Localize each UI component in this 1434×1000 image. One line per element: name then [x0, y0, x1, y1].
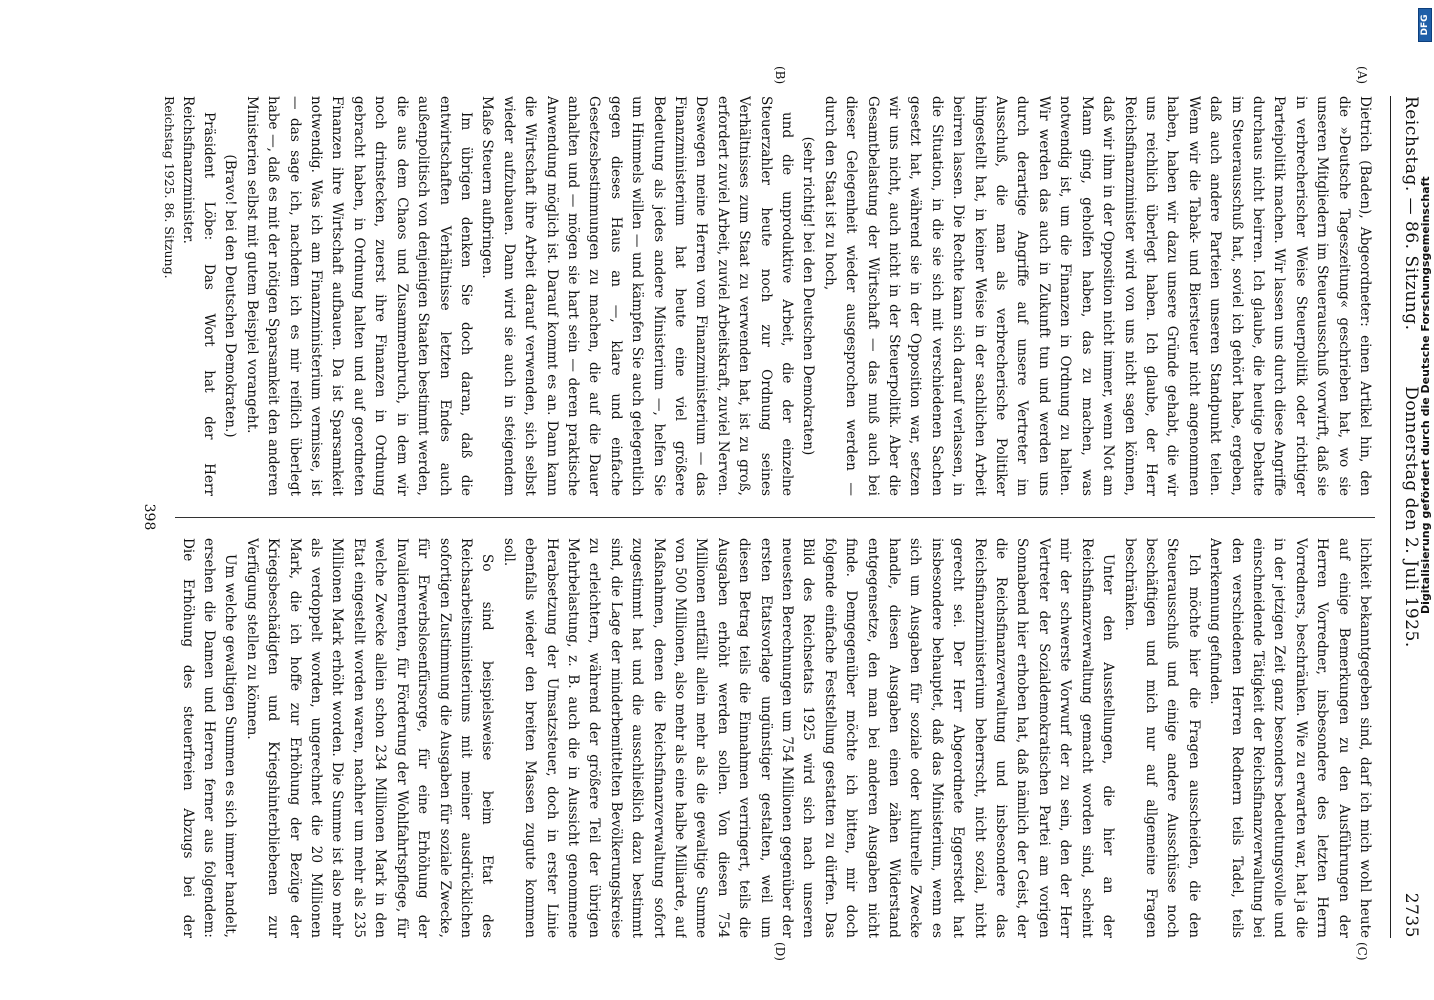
header-page-number: 2735 — [1401, 892, 1421, 938]
dfg-sidebar — [1418, 4, 1432, 994]
header-session: Reichstag. — 86. Sitzung. — [1401, 96, 1421, 331]
dfg-logo — [1418, 8, 1432, 42]
scanned-page — [107, 66, 1427, 961]
footer-sheet-number: 398 — [141, 503, 157, 531]
margin-marker-b: (B) — [773, 66, 787, 85]
paragraph: Unter den Ausstellungen, die hier an der Reichsfinanzverwaltung gemacht worden sind, scheint mir der schwerste Vorwurf der zu sein, den der Herr Vertreter der Sozialdemokratischen Partei am vorigen Sonnabend hier erhoben hat, daß nämlich der Geist, der die Reichsfinanzverwaltung und insbesondere das Reichsfinanzministerium beherrscht, nicht sozial, nicht gerecht sei. Der Herr Abgeordnete Eggerstedt hat insbesondere behauptet, daß das Ministerium, wenn es sich um Ausgaben für soziale oder kulturelle Zwecke handle, diesen Ausgaben einen zähen Widerstand entgegensetze, den man bei anderen Ausgaben nicht finde. Demgegenüber möchte ich bitten, mir doch folgende einfache Feststellung gestatten zu dürfen. Das Bild des Reichsetats 1925 wird sich nach unseren neuesten Berechnungen um 754 Millionen gegenüber der ersten Etatsvorlage ungünstiger gestalten, weil um diesen Betrag teils die Einnahmen verringert, teils die Ausgaben erhöht werden sollen. Von diesen 754 Millionen entfällt allein mehr als die gewaltige Summe von 500 Millionen, also mehr als eine halbe Milliarde, auf Maßnahmen, denen die Reichsfinanzverwaltung sofort zugestimmt hat und die ausschließlich dazu bestimmt sind, die Lage der minderbemittelten Bevölkerungskreise zu erleichtern, während der größere Teil der übrigen Mehrbelastung, z. B. auch die in Aussicht genommene Herabsetzung der Umsatzsteuer, doch in erster Linie ebenfalls wieder den breiten Massen zugute kommen soll. — [500, 538, 1117, 938]
interjection: (sehr richtig! bei den Deutschen Demokraten) — [800, 136, 817, 456]
text-column-right — [175, 538, 1375, 938]
dfg-logo-text: DFG — [1420, 14, 1430, 36]
column-divider — [175, 517, 1375, 518]
funding-notice: Digitalisierung gefördert durch die Deutsche Forschungsgemeinschaft — [1419, 176, 1432, 614]
header-date: Donnerstag den 2. Juli 1925. — [1401, 386, 1421, 648]
margin-marker-c: (C) — [1355, 942, 1369, 961]
paragraph: Ich möchte hier die Fragen ausscheiden, die den Steuerausschuß und einige andere Ausschüsse noch beschäftigen und mich nur auf allgemeine Fragen beschränken. — [1121, 538, 1202, 938]
text-column-left — [175, 96, 1375, 496]
paragraph: lichkeit bekanntgegeben sind, darf ich mich wohl heute auf einige Bemerkungen zu den Ausführungen der Herren Vorredner, insbesondere des letzten Herrn Vorredners, beschränken. Wie zu erwarten war, hat ja die in der jetzigen Zeit ganz besonders bedeutungsvolle und einschneidende Tätigkeit der Reichsfinanzverwaltung bei den verschiedenen Herren Rednern teils Tadel, teils Anerkennung gefunden. — [1207, 538, 1373, 938]
header-rule — [1390, 96, 1391, 938]
margin-marker-a: (A) — [1355, 66, 1369, 85]
paragraph: So sind beispielsweise beim Etat des Reichsarbeitsministeriums mit meiner ausdrücklichen sofortigen Zustimmung die Ausgaben für soziale Zwecke, für Erwerbslosenfürsorge, für eine Erhöhung der Invalidenrenten, für Förderung der Wohlfahrtspflege, für welche Zwecke allein schon 234 Millionen Mark in den Etat eingestellt worden waren, nachher um mehr als 235 Millionen Mark erhöht worden. Die Summe ist also mehr als verdoppelt worden, ungerechnet die 20 Millionen Mark, die ich hoffe zur Erhöhung der Bezüge der Kriegsbeschädigten und Kriegshinterbliebenen zur Verfügung stellen zu können. — [243, 538, 496, 938]
paragraph: Im übrigen denken Sie doch daran, daß die entwirtschaften Verhältnisse letzten Endes auch außenpolitisch von denjenigen Staaten bestimmt werden, die aus dem Chaos und Zusammenbruch, in dem wir noch drinstecken, zuerst ihre Finanzen in Ordnung gebracht haben, in Ordnung halten und auf geordneten Finanzen ihre Wirtschaft aufbauen. Da ist Sparsamkeit notwendig. Was ich am Finanzministerium vermisse, ist — das sage ich, nachdem ich es mir reiflich überlegt habe —, daß es mit der nötigen Sparsamkeit den anderen Ministerien selbst mit gutem Beispiel vorangeht. — [243, 96, 474, 496]
paragraph: und die unproduktive Arbeit, die der einzelne Steuerzahler heute noch zur Ordnung seines Verhältnisses zum Staat zu verwenden hat, ist zu groß, erfordert zuviel Arbeit, zuviel Arbeitskraft, zuviel Nerven. Deswegen meine Herren vom Finanzministerium — das Finanzministerium hat heute eine viel größere Bedeutung als jedes andere Ministerium —, helfen Sie um Himmels willen — und kämpfen Sie auch gelegentlich gegen dieses Haus an —, klare und einfache Gesetzesbestimmungen zu machen, die auf die Dauer anhalten und — mögen sie hart sein — deren praktische Anwendung möglich ist. Darauf kommt es an. Dann kann die Wirtschaft ihre Arbeit darauf verwenden, sich selbst wieder aufzubauen. Dann wird sie auch in steigendem Maße Steuern aufbringen. — [479, 96, 796, 496]
interjection: (Bravo! bei den Deutschen Demokraten.) — [222, 154, 239, 438]
paragraph: Um welche gewaltigen Summen es sich immer handelt, ersehen die Damen und Herren ferner aus folgendem: Die Erhöhung des steuerfreien Abzugs bei der — [179, 538, 239, 938]
paragraph: Präsident Löbe: Das Wort hat der Herr Reichsfinanzminister. — [179, 96, 218, 496]
footer-signature: Reichstag 1925. 86. Sitzung. — [162, 96, 177, 279]
margin-marker-d: (D) — [773, 942, 787, 961]
paragraph: Dietrich (Baden), Abgeordneter: einen Artikel hin, den die »Deutsche Tageszeitung« geschrieben hat, wo sie unseren Mitgliedern im Steuerausschuß vorwirft, daß sie in verbrecherischer Weise Steuerpolitik oder richtiger Parteipolitik machen. Wir lassen uns durch diese Angriffe durchaus nicht beirren. Ich glaube, die heutige Debatte im Steuerausschuß hat, soviel ich gehört habe, ergeben, daß auch andere Parteien unseren Standpunkt teilen. Wenn wir die Tabak- und Biersteuer nicht angenommen haben, haben wir dazu unsere Gründe gehabt, die wir uns reichlich überlegt haben. Ich glaube, der Herr Reichsfinanzminister wird von uns nicht sagen können, daß wir ihm in der Opposition nicht immer, wenn Not am Mann ging, geholfen haben, das zu machen, was notwendig ist, um die Finanzen in Ordnung zu halten. Wir werden das auch in Zukunft tun und werden uns durch derartige Angriffe auf unsere Vertreter im Ausschuß, die man als verbrecherische Politiker hingestellt hat, in keiner Weise in der sachlichen Arbeit beirren lassen. Die Rechte kann sich darauf verlassen, in die Situation, in die sie sich mit verschiedenen Sachen gesetzt hat, während sie in der Opposition war, setzen wir uns nicht, auch nicht in der Steuerpolitik. Aber die Gesamtbelastung der Wirtschaft — das muß auch bei dieser Gelegenheit wieder ausgesprochen werden — durch den Staat ist zu hoch, — [821, 96, 1373, 496]
